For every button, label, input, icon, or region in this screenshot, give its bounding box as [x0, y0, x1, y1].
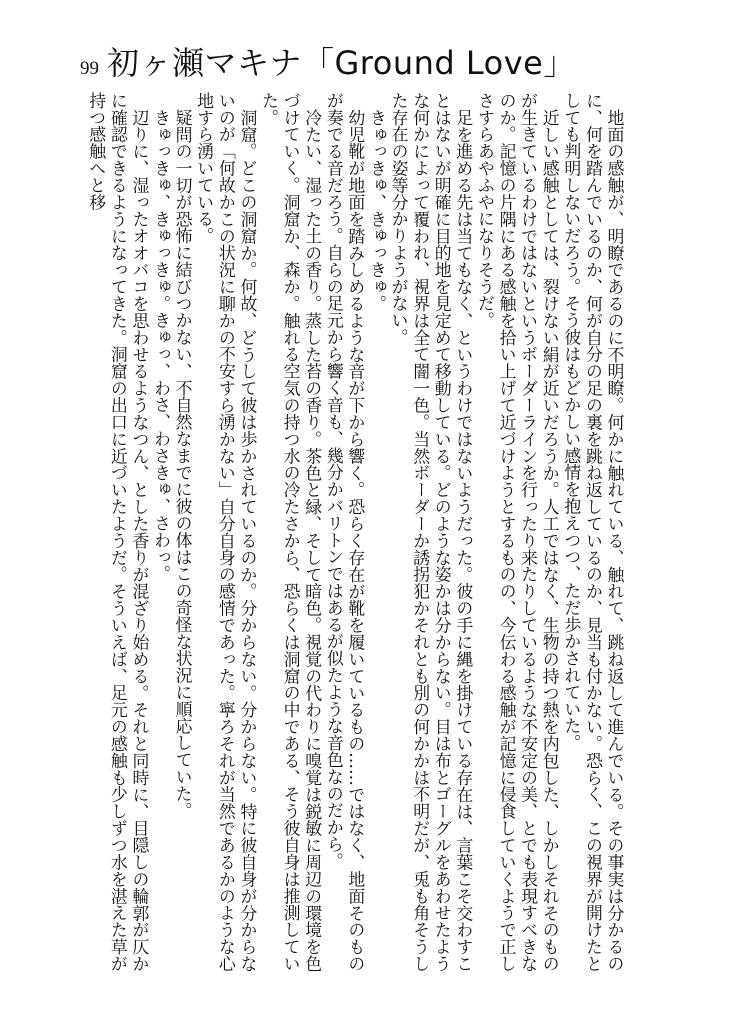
- page-title: 初ヶ瀬マキナ「Ground Love」: [107, 44, 576, 82]
- paragraph: 近しい感触としては、裂けない絹が近いだろうか。人工ではなく、生物の持つ熱を内包した、しかしそれそのものが生きているわけではないというボーダーラインを行ったり来たりしているような不安定の美、とでも表現すべきなのか。記憶の片隅にある感触を拾い上げて近づけようとするものの、今伝わる感触が記憶に侵食していくようで正しさすらあやふやになりそうだ。: [475, 92, 561, 972]
- vertical-text-body: [65, 92, 625, 972]
- paragraph: 冷たい、湿った土の香り。蒸した苔の香り。茶色と緑、そして暗色。視覚の代わりに嗅覚は鋭敏に周辺の環境を色づけていく。洞窟か、森か。触れる空気の持つ水の冷たさから、恐らくは洞窟の中である、そう彼自身は推測していた。: [259, 92, 323, 972]
- paragraph: 疑問の一切が恐怖に結びつかない、不自然なまでに彼の体はこの奇怪な状況に順応していた。: [173, 108, 194, 819]
- paragraph: きゅっきゅ、きゅっきゅ。きゅっ、わさ、わさきゅ、さわっ。: [151, 108, 172, 583]
- paragraph: 地面の感触が、明瞭であるのに不明瞭。何かに触れている、触れて、跳ね返して進んでいる。その事実は分かるのに、何を踏んでいるのか、何が自分の足の裏を跳ね返しているのか、見当も付かない。恐らく、この視界が開けたとしても判明しないだろう。そう彼はもどかしい感情を抱えつつ、ただ歩かされていた。: [561, 92, 625, 972]
- paragraph: きゅっきゅ、きゅっきゅ。: [367, 108, 388, 312]
- page-header: [80, 38, 576, 84]
- paragraph: 洞窟。どこの洞窟か。何故、どうして彼は歩かされているのか。分からない。分からない。特に彼自身が分からないのが「何故かこの状況に聊かの不安すら湧かない」自分自身の感情であった。寧ろそれが当然であるかのような心地すら湧いている。: [194, 92, 258, 972]
- paragraph: 辺りに、湿ったオオバコを思わせるようなつん、とした香りが混ざり始める。それと同時に、目隠しの輪郭が仄かに確認できるようになってきた。洞窟の出口に近づいたようだ。そういえば、足元の感触も少しずつ水を湛えた草が持つ感触へと移: [86, 92, 150, 972]
- paragraph: 幼児靴が地面を踏みしめるような音が下から響く。恐らく存在が靴を履いているもの……ではなく、地面そのものが奏でる音だろう。自らの足元から響く音も、幾分かバリトンではあるが似たような音色なのだから。: [324, 92, 366, 972]
- paragraph: 足を進める先は当てもなく、というわけではないようだった。彼の手に縄を掛けている存在は、言葉こそ交わすことはないが明確に目的地を見定めて移動している。どのような姿かは分からない。目は布とゴーグルをあわせたような何かによって覆われ、視界は全て闇一色。当然ボーダーか誘拐犯かそれとも別の何かかは不明だが、兎も角そうした存在の姿等分かりようがない。: [389, 92, 474, 972]
- page-number: 99: [80, 58, 99, 79]
